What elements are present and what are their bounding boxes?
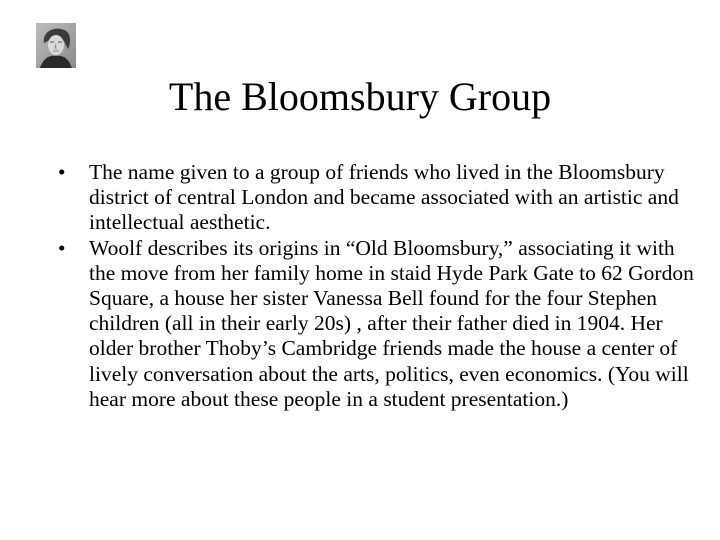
bullet-text: The name given to a group of friends who lived in the Bloomsbury district of central London and became associated with an artistic and intellectual aesthetic. xyxy=(89,160,679,235)
bullet-item xyxy=(58,160,698,236)
bullet-icon: • xyxy=(58,160,66,184)
bullet-text: Woolf describes its origins in “Old Bloomsbury,” associating it with the move from her family home in staid Hyde Park Gate to 62 Gordon Square, a house her sister Vanessa Bell found for the four Stephen children (all in their early 20s) , after their father died in 1904. Her older brother Thoby’s Cambridge friends made the house a center of lively conversation about the arts, politics, even economics. (You will hear more about these people in a student presentation.) xyxy=(89,235,694,411)
bullet-item xyxy=(58,236,698,412)
bullet-icon: • xyxy=(58,235,66,260)
slide-title: The Bloomsbury Group xyxy=(168,74,552,119)
author-portrait-image xyxy=(36,23,76,68)
bullet-list xyxy=(58,160,698,412)
